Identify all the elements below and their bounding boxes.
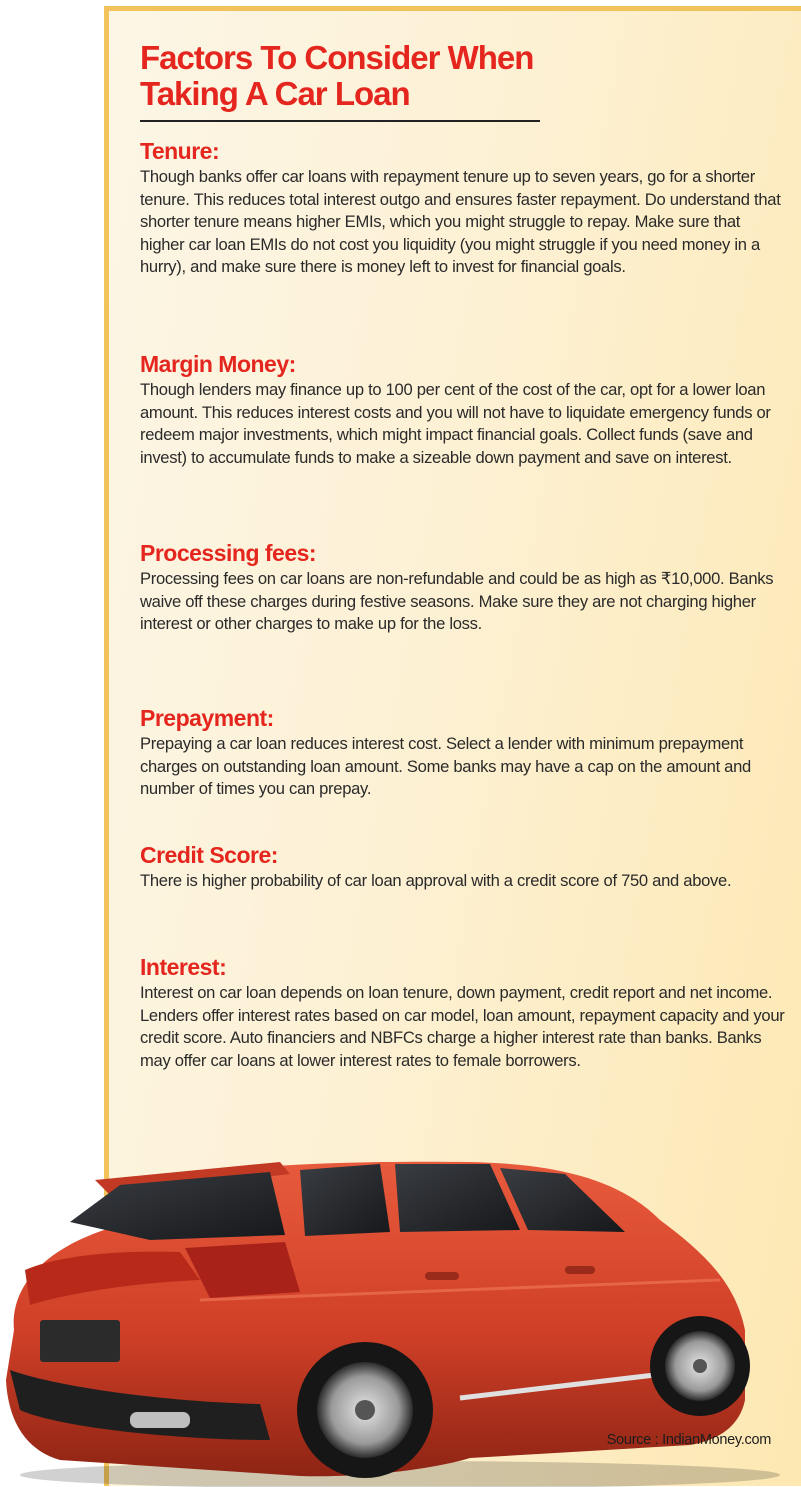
section-heading: Margin Money: bbox=[140, 351, 296, 377]
page-title: Factors To Consider When Taking A Car Loan bbox=[140, 39, 534, 112]
door-handle bbox=[565, 1266, 595, 1274]
exhaust bbox=[130, 1412, 190, 1428]
source-credit: Source : IndianMoney.com bbox=[606, 1432, 771, 1448]
section-heading: Tenure: bbox=[140, 138, 220, 164]
section-heading: Processing fees: bbox=[140, 540, 317, 566]
section-heading: Interest: bbox=[140, 954, 227, 980]
section-credit-score bbox=[140, 842, 788, 893]
section-prepayment bbox=[140, 705, 788, 801]
section-heading: Credit Score: bbox=[140, 842, 278, 868]
section-body: There is higher probability of car loan approval with a credit score of 750 and above. bbox=[140, 871, 732, 890]
section-body: Though banks offer car loans with repayment tenure up to seven years, go for a shorter tenure. This reduces total interest outgo and ensures faster repayment. Do understand that shorter tenure means higher EMIs, which you might struggle to repay. Make sure that higher car loan EMIs do not cost you liquidity (you might struggle if you need money in a hurry), and make sure there is money left to invest for financial goals. bbox=[140, 167, 781, 277]
license-plate bbox=[40, 1320, 120, 1362]
section-margin-money bbox=[140, 351, 788, 469]
side-window bbox=[300, 1164, 390, 1236]
section-body: Prepaying a car loan reduces interest cost. Select a lender with minimum prepayment charges on outstanding loan amount. Some banks may have a cap on the amount and number of times you can prepay. bbox=[140, 734, 751, 799]
section-tenure bbox=[140, 138, 788, 279]
section-processing-fees bbox=[140, 540, 788, 636]
section-body: Though lenders may finance up to 100 per cent of the cost of the car, opt for a lower loan amount. This reduces interest costs and you will not have to liquidate emergency funds or redeem major investments, which might impact financial goals. Collect funds (save and invest) to accumulate funds to make a sizeable down payment and save on interest. bbox=[140, 380, 771, 467]
section-heading: Prepayment: bbox=[140, 705, 274, 731]
section-interest bbox=[140, 954, 788, 1072]
door-handle bbox=[425, 1272, 459, 1280]
section-body: Processing fees on car loans are non-refundable and could be as high as ₹10,000. Banks waive off these charges during festive seasons. Make sure they are not charging higher interest or other charges to make up for the loss. bbox=[140, 569, 774, 634]
section-body: Interest on car loan depends on loan tenure, down payment, credit report and net income. Lenders offer interest rates based on car model, loan amount, repayment capacity and your credit score. Auto financiers and NBFCs charge a higher interest rate than banks. Banks may offer car loans at lower interest rates to female borrowers. bbox=[140, 983, 785, 1070]
title-divider bbox=[140, 120, 540, 122]
